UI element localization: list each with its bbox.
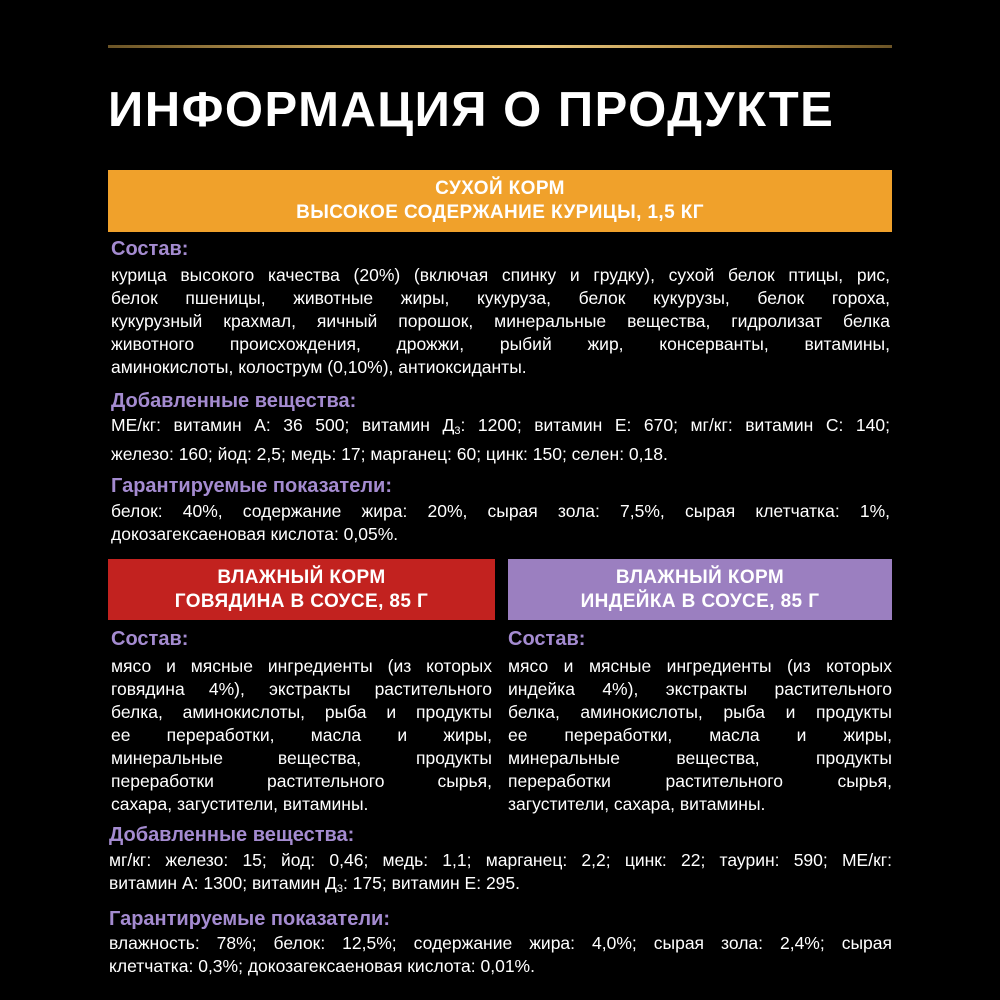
text-line: минеральные вещества, продукты [508, 748, 892, 768]
text-line: железо: 160; йод: 2,5; медь: 17; марганец: 60; цинк: 150; селен: 0,18. [111, 444, 668, 464]
turkey-composition-heading: Состав: [508, 628, 586, 650]
text-line: клетчатка: 0,3%; докозагексаеновая кислота: 0,01%. [109, 956, 535, 976]
text-line: минеральные вещества, продукты [111, 748, 492, 768]
wet-additives-heading: Добавленные вещества: [109, 824, 355, 846]
dry-guaranteed-text [111, 500, 890, 546]
text-line: сахара, загустители, витамины. [111, 794, 369, 814]
text-line: ее переработки, масла и жиры, [508, 725, 892, 745]
turkey-banner-description: ИНДЕЙКА В СОУСЕ, 85 Г [580, 590, 820, 612]
text-line: загустители, сахара, витамины. [508, 794, 766, 814]
text-fragment: : 1200; витамин Е: 670; мг/кг: витамин С: 140; [460, 415, 890, 435]
turkey-composition-text [508, 655, 892, 816]
text-line: докозагексаеновая кислота: 0,05%. [111, 524, 399, 544]
dry-food-banner [108, 170, 892, 232]
text-line: мясо и мясные ингредиенты (из которых [508, 656, 892, 676]
gold-divider-line [108, 45, 892, 48]
text-line: ее переработки, масла и жиры, [111, 725, 492, 745]
text-line: белка, аминокислоты, рыба и продукты [111, 702, 492, 722]
beef-composition-text [111, 655, 492, 816]
text-line: белка, аминокислоты, рыба и продукты [508, 702, 892, 722]
beef-composition-heading: Состав: [111, 628, 189, 650]
wet-turkey-banner [508, 559, 892, 620]
text-line: переработки растительного сырья, [111, 771, 492, 791]
beef-banner-description: ГОВЯДИНА В СОУСЕ, 85 Г [174, 590, 429, 612]
wet-beef-banner [108, 559, 495, 620]
text-fragment: МЕ/кг: витамин А: 36 500; витамин Д [111, 415, 455, 435]
text-line [111, 414, 890, 443]
beef-banner-type: ВЛАЖНЫЙ КОРМ [217, 566, 386, 588]
wet-guaranteed-heading: Гарантируемые показатели: [109, 908, 390, 930]
text-line: кукурузный крахмал, яичный порошок, минеральные вещества, гидролизат белка [111, 311, 890, 331]
page-title: ИНФОРМАЦИЯ О ПРОДУКТЕ [108, 83, 835, 137]
dry-additives-text [111, 414, 890, 466]
subscript: 3 [336, 883, 343, 895]
text-line: белок пшеницы, животные жиры, кукуруза, белок кукурузы, белок гороха, [111, 288, 890, 308]
text-line: мг/кг: железо: 15; йод: 0,46; медь: 1,1; марганец: 2,2; цинк: 22; таурин: 590; МЕ/кг: [109, 850, 892, 870]
dry-composition-text [111, 264, 890, 379]
text-fragment: : 175; витамин Е: 295. [342, 873, 521, 893]
turkey-banner-type: ВЛАЖНЫЙ КОРМ [615, 566, 785, 588]
text-line: влажность: 78%; белок: 12,5%; содержание жира: 4,0%; сырая зола: 2,4%; сырая [109, 933, 892, 953]
text-line: аминокислоты, колострум (0,10%), антиоксиданты. [111, 357, 527, 377]
subscript: 3 [454, 425, 461, 437]
dry-banner-type: СУХОЙ КОРМ [435, 178, 565, 199]
text-line [109, 872, 892, 901]
text-line: белок: 40%, содержание жира: 20%, сырая зола: 7,5%, сырая клетчатка: 1%, [111, 501, 890, 521]
wet-additives-text [109, 849, 892, 901]
text-line: мясо и мясные ингредиенты (из которых [111, 656, 492, 676]
text-line: курица высокого качества (20%) (включая спинку и грудку), сухой белок птицы, рис, [111, 265, 890, 285]
dry-guaranteed-heading: Гарантируемые показатели: [111, 475, 392, 497]
text-fragment: витамин А: 1300; витамин Д [109, 873, 337, 893]
dry-composition-heading: Состав: [111, 238, 189, 260]
dry-additives-heading: Добавленные вещества: [111, 390, 357, 412]
text-line: говядина 4%), экстракты растительного [111, 679, 492, 699]
text-line: переработки растительного сырья, [508, 771, 892, 791]
dry-banner-description: ВЫСОКОЕ СОДЕРЖАНИЕ КУРИЦЫ, 1,5 КГ [296, 202, 704, 223]
wet-guaranteed-text [109, 932, 892, 978]
text-line: индейка 4%), экстракты растительного [508, 679, 892, 699]
text-line: животного происхождения, дрожжи, рыбий жир, консерванты, витамины, [111, 334, 890, 354]
